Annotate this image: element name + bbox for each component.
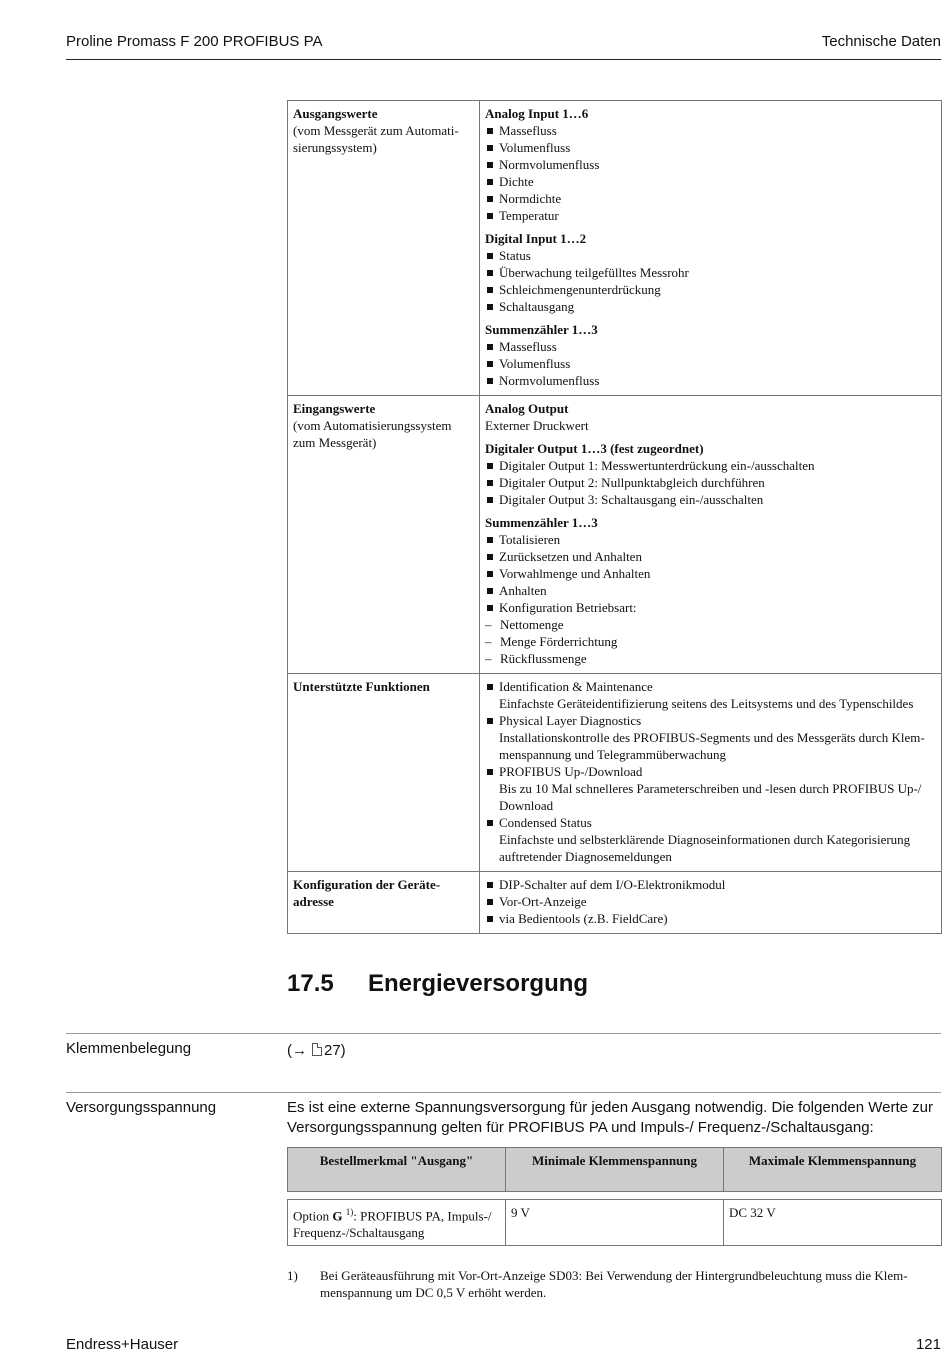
list-item: Digitaler Output 1: Messwertunterdrückung ein-/ausschalten — [485, 457, 936, 474]
item-text: Bis zu 10 Mal schnelleres Parameterschreiben und -lesen durch PROFIBUS Up-/ Download — [499, 781, 922, 813]
row-label: Unterstützte Funktionen — [293, 679, 430, 694]
list-item: via Bedientools (z.B. FieldCare) — [485, 910, 936, 927]
list-item: Dichte — [485, 173, 936, 190]
row-label: Eingangswerte — [293, 401, 376, 416]
item-title: Identification & Maintenance — [499, 679, 653, 694]
row-label: Konfiguration der Geräte-adresse — [293, 877, 441, 909]
row-content-cell — [480, 674, 942, 872]
list-item — [485, 814, 936, 865]
min-voltage-cell: 9 V — [506, 1200, 724, 1246]
column-header: Bestellmerkmal "Ausgang" — [288, 1148, 506, 1192]
footnote — [287, 1267, 942, 1301]
list-item — [485, 678, 936, 712]
spec-table — [287, 100, 942, 934]
footnote-ref: 1) — [345, 1207, 354, 1217]
voltage-table — [287, 1147, 942, 1246]
list-item: Schaltausgang — [485, 298, 936, 315]
list-item: Digitaler Output 2: Nullpunktabgleich durchführen — [485, 474, 936, 491]
list-item: Digitaler Output 3: Schaltausgang ein-/ausschalten — [485, 491, 936, 508]
footer-brand: Endress+Hauser — [66, 1336, 179, 1353]
row-label: Ausgangswerte — [293, 106, 378, 121]
page-reference-link[interactable]: 27) — [324, 1042, 346, 1059]
option-cell — [288, 1200, 506, 1246]
bullet-list — [485, 678, 936, 865]
section-heading — [287, 970, 588, 998]
group-title: Analog Output — [485, 401, 569, 416]
klemmenbelegung-label: Klemmenbelegung — [66, 1040, 192, 1057]
list-item: Schleichmengenunterdrückung — [485, 281, 936, 298]
list-item: Volumenfluss — [485, 139, 936, 156]
bullet-list — [485, 338, 936, 389]
list-item: – Rückflussmenge — [485, 650, 936, 667]
table-row — [288, 674, 942, 872]
list-item: Temperatur — [485, 207, 936, 224]
group-title: Analog Input 1…6 — [485, 106, 589, 121]
item-title: PROFIBUS Up-/Download — [499, 764, 643, 779]
bullet-list — [485, 531, 936, 616]
row-label-cell — [288, 872, 480, 934]
list-item: – Nettomenge — [485, 616, 936, 633]
spacer-row — [288, 1192, 942, 1200]
row-content-cell — [480, 872, 942, 934]
item-text: Einfachste und selbsterklärende Diagnoseinformationen durch Kategorisierung auftretender Diagnosemeldungen — [499, 832, 911, 864]
table-header-row — [288, 1148, 942, 1192]
max-voltage-cell: DC 32 V — [724, 1200, 942, 1246]
group-title: Digitaler Output 1…3 (fest zugeordnet) — [485, 441, 704, 456]
column-header: Minimale Klemmenspannung — [506, 1148, 724, 1192]
footnote-number: 1) — [287, 1268, 298, 1283]
option-prefix: Option — [293, 1208, 333, 1224]
group-title: Digital Input 1…2 — [485, 231, 587, 246]
table-row — [288, 101, 942, 396]
list-item: Überwachung teilgefülltes Messrohr — [485, 264, 936, 281]
list-item: Massefluss — [485, 122, 936, 139]
list-item: Anhalten — [485, 582, 936, 599]
list-item: Normvolumenfluss — [485, 372, 936, 389]
page-header — [66, 30, 941, 60]
list-item: Volumenfluss — [485, 355, 936, 372]
list-item: Totalisieren — [485, 531, 936, 548]
bullet-list — [485, 876, 936, 927]
list-item: – Menge Förderrichtung — [485, 633, 936, 650]
group-text: Externer Druckwert — [485, 418, 589, 433]
list-item: Vorwahlmenge und Anhalten — [485, 565, 936, 582]
list-item: Status — [485, 247, 936, 264]
row-sublabel: (vom Automatisierungssystem zum Messgerät) — [293, 418, 452, 450]
option-text: : PROFIBUS PA, Impuls-/ Frequenz-/Schaltausgang — [293, 1208, 492, 1241]
list-item: Vor-Ort-Anzeige — [485, 893, 936, 910]
item-title: Condensed Status — [499, 815, 592, 830]
group-title: Summenzähler 1…3 — [485, 515, 598, 530]
klemmenbelegung-ref — [287, 1041, 942, 1061]
list-item: Normdichte — [485, 190, 936, 207]
section-title: Energieversorgung — [368, 970, 589, 997]
list-item: Zurücksetzen und Anhalten — [485, 548, 936, 565]
row-label-cell — [288, 674, 480, 872]
item-text: Einfachste Geräteidentifizierung seitens des Leitsystems und des Typenschildes — [499, 696, 914, 711]
list-item — [485, 712, 936, 763]
section-number: 17.5 — [287, 970, 334, 997]
bullet-list — [485, 247, 936, 315]
bullet-list — [485, 457, 936, 508]
header-chapter-title: Technische Daten — [821, 33, 941, 50]
page-number: 121 — [915, 1336, 941, 1353]
page-icon — [312, 1043, 322, 1056]
divider — [66, 1033, 941, 1034]
list-item: DIP-Schalter auf dem I/O-Elektronikmodul — [485, 876, 936, 893]
table-row — [288, 872, 942, 934]
row-label-cell — [288, 101, 480, 396]
list-item: Normvolumenfluss — [485, 156, 936, 173]
row-content-cell — [480, 101, 942, 396]
table-row — [288, 1200, 942, 1246]
table-row — [288, 396, 942, 674]
header-product-title: Proline Promass F 200 PROFIBUS PA — [66, 33, 323, 50]
dash-list — [485, 616, 936, 667]
list-item: Massefluss — [485, 338, 936, 355]
list-item — [485, 763, 936, 814]
option-code: G — [332, 1208, 343, 1224]
item-text: Installationskontrolle des PROFIBUS-Segments und des Messgeräts durch Klem-menspannung und Telegrammüberwachung — [499, 730, 925, 762]
versorgungsspannung-label: Versorgungsspannung — [66, 1099, 217, 1116]
ref-arrow: (→ — [287, 1042, 307, 1059]
column-header: Maximale Klemmenspannung — [724, 1148, 942, 1192]
footnote-text: Bei Geräteausführung mit Vor-Ort-Anzeige SD03: Bei Verwendung der Hintergrundbeleuchtung muss die Klem-menspannung um DC 0,5 V erhöht werden. — [320, 1268, 908, 1300]
bullet-list — [485, 122, 936, 224]
row-sublabel: (vom Messgerät zum Automati-sierungssystem) — [293, 123, 459, 155]
list-item: Konfiguration Betriebsart: — [485, 599, 936, 616]
group-title: Summenzähler 1…3 — [485, 322, 598, 337]
item-title: Physical Layer Diagnostics — [499, 713, 642, 728]
divider — [66, 1092, 941, 1093]
row-label-cell — [288, 396, 480, 674]
versorgungsspannung-text: Es ist eine externe Spannungsversorgung für jeden Ausgang notwendig. Die folgenden Werte zur Versorgungsspannung gelten für PROFIBUS PA und Impuls-/ Frequenz-/Schaltausgang: — [287, 1099, 933, 1136]
row-content-cell — [480, 396, 942, 674]
